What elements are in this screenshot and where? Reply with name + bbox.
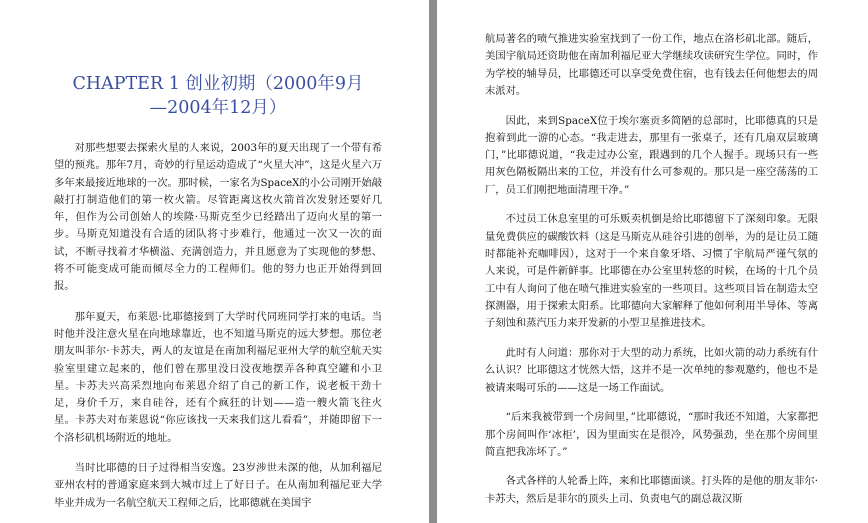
paragraph: 各式各样的人轮番上阵，来和比耶德面谈。打头阵的是他的朋友菲尔·卡苏夫，然后是菲尔的顶头上司、负责电气的副总裁汉斯 <box>485 475 818 505</box>
chapter-title-line1: CHAPTER 1 创业初期（2000年9月 <box>72 74 364 94</box>
left-page <box>0 0 429 523</box>
paragraph: 对那些想要去探索火星的人来说，2003年的夏天出现了一个带有希望的预兆。那年7月，奇妙的行星运动造成了“火星大冲”，这是火星六万多年来最接近地球的一次。那时候，一家名为SpaceX的小公司刚开始敲敲打打制造他们的第一枚火箭。尽管距离这枚火箭首次发射还要好几年，但作为公司创始人的埃隆·马斯克至少已经踏出了迈向火星的第一步。马斯克知道没有合适的团队将寸步难行，他通过一次又一次的面试，不断寻找着才华横溢、充满创造力，并且愿意为了实现他的梦想、将不可能变成可能而倾尽全力的工程师们。他的努力也正开始得到回报。 <box>54 142 382 293</box>
right-page <box>437 0 868 523</box>
paragraph: 因此，来到SpaceX位于埃尔塞贡多简陋的总部时，比耶德真的只是抱着到此一游的心态。“我走进去，那里有一张桌子，还有几扇双层玻璃门，”比耶德说道，“我走过办公室，跟遇到的几个人握手。现场只有一些用灰色隔板隔出来的工位，并没有什么可参观的。那只是一座空荡荡的工厂，员工们刚把地面清理干净。” <box>485 114 818 196</box>
chapter-title-line2: —2004年12月） <box>149 98 287 118</box>
page-gutter <box>429 0 437 523</box>
paragraph: “后来我被带到一个房间里，”比耶德说，“那时我还不知道，大家都把那个房间叫作‘冰柜’，因为里面实在是很冷，风势强劲，坐在那个房间里简直把我冻坏了。” <box>485 411 818 458</box>
paragraph: 当时比耶德的日子过得相当安逸。23岁涉世未深的他，从加利福尼亚州农村的普通家庭来到大城市过上了好日子。在从南加利福尼亚大学毕业并成为一名航空航天工程师之后，比耶德就在美国宇 <box>54 462 382 509</box>
paragraph-continued: 航局著名的喷气推进实验室找到了一份工作，地点在洛杉矶北部。随后，美国宇航局还资助他在南加利福尼亚大学继续攻读研究生学位。同时，作为学校的辅导员，比耶德还可以享受免费住宿，也有钱去任何他想去的周末派对。 <box>485 33 818 97</box>
chapter-title <box>54 72 382 120</box>
paragraph: 此时有人问道：那你对于大型的动力系统，比如火箭的动力系统有什么认识？比耶德这才恍然大悟，这并不是一次单纯的参观邀约，他也不是被请来喝可乐的——这是一场工作面试。 <box>485 346 818 394</box>
paragraph: 那年夏天，布莱恩·比耶德接到了大学时代同班同学打来的电话。当时他并没注意火星在向地球靠近，也不知道马斯克的远大梦想。那位老朋友叫菲尔·卡苏夫，两人的友谊是在南加利福尼亚州大学的航空航天实验室里建立起来的，他们曾在那里没日没夜地摆弄各种真空罐和小卫星。卡苏夫兴高采烈地向布莱恩介绍了自己的新工作，说老板干劲十足，身价千万，来自硅谷，还有个疯狂的计划——造一艘火箭飞往火星。卡苏夫对布莱恩说“你应该找一天来我们这儿看看”，并随即留下一个洛杉矶机场附近的地址。 <box>54 310 382 444</box>
paragraph: 不过员工休息室里的可乐贩卖机倒是给比耶德留下了深刻印象。无限量免费供应的碳酸饮料（这是马斯克从硅谷引进的创举，为的是让员工随时都能补充咖啡因），这对于一个来自象牙塔、习惯了宇航局严谨气氛的人来说，可是件新鲜事。比耶德在办公室里转悠的时候，在场的十几个员工中有人询问了他在喷气推进实验室的一些项目。这些项目旨在制造太空探测器，用于探索太阳系。比耶德向大家解释了他如何利用半导体、等离子刻蚀和蒸汽压力来开发新的小型卫星推进技术。 <box>485 213 818 330</box>
